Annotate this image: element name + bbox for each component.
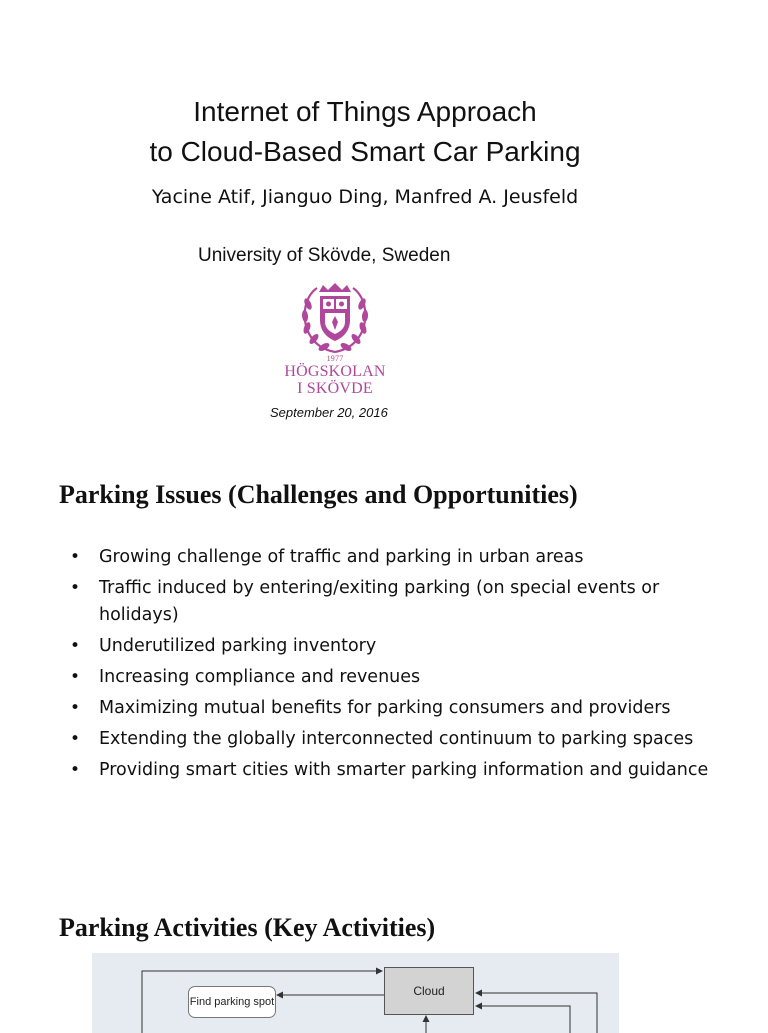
title-line-2: to Cloud-Based Smart Car Parking (149, 136, 581, 167)
diagram-connectors (92, 953, 619, 1033)
list-item: • Maximizing mutual benefits for parking consumers and providers (70, 695, 740, 722)
logo-line-1: HÖGSKOLAN (284, 363, 386, 380)
find-parking-spot-node: Find parking spot (188, 986, 276, 1018)
presentation-date: September 20, 2016 (270, 405, 388, 420)
authors: Yacine Atif, Jianguo Ding, Manfred A. Jeusfeld (151, 186, 579, 208)
connector-right-outer (476, 993, 597, 1033)
list-item: • Increasing compliance and revenues (70, 664, 740, 691)
issues-heading: Parking Issues (Challenges and Opportunities) (59, 480, 578, 509)
list-item: • Providing smart cities with smarter parking information and guidance (70, 757, 740, 784)
list-item: • Underutilized parking inventory (70, 633, 740, 660)
list-item: • Extending the globally interconnected continuum to parking spaces (70, 726, 740, 753)
list-item: • Traffic induced by entering/exiting parking (on special events or holidays) (70, 575, 740, 629)
title-line-1: Internet of Things Approach (193, 96, 537, 127)
issues-list (70, 544, 740, 788)
university-seal-icon (295, 282, 375, 358)
slide-title (0, 92, 730, 172)
logo-line-2: I SKÖVDE (297, 380, 373, 397)
university-logo (278, 282, 392, 397)
connector-right-inner (476, 1006, 570, 1033)
activities-heading: Parking Activities (Key Activities) (59, 913, 436, 942)
affiliation: University of Skövde, Sweden (198, 245, 451, 266)
activities-diagram (92, 953, 619, 1033)
logo-year: 1977 (326, 354, 344, 363)
list-item: • Growing challenge of traffic and parking in urban areas (70, 544, 740, 571)
cloud-node: Cloud (384, 967, 474, 1015)
